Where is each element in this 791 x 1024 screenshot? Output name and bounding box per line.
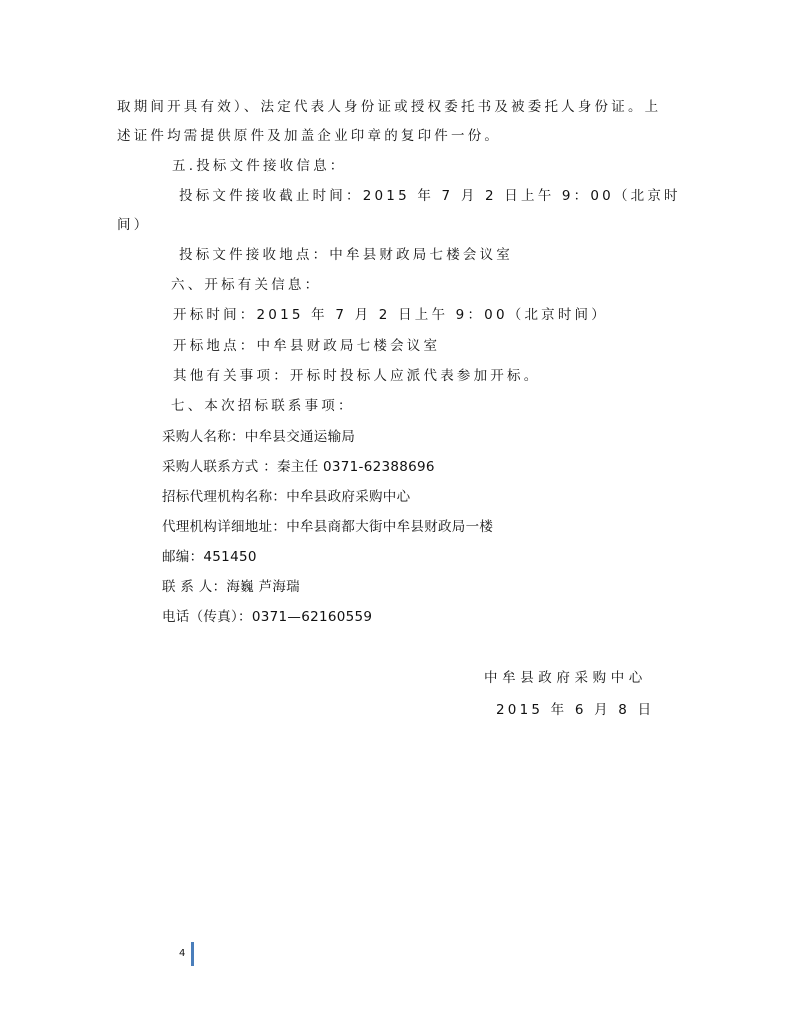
page-number-accent-bar <box>191 942 194 966</box>
signature-date: 2015 年 6 月 8 日 <box>496 702 655 718</box>
bid-deadline-line: 投标文件接收截止时间：2015 年 7 月 2 日上午 9：00（北京时 <box>179 188 681 204</box>
phone-fax-line: 电话（传真）：0371—62160559 <box>162 609 373 625</box>
section-six-heading: 六、开标有关信息： <box>171 277 322 293</box>
purchaser-name-line: 采购人名称：中牟县交通运输局 <box>162 429 356 445</box>
paragraph-line-1: 取期间开具有效）、法定代表人身份证或授权委托书及被委托人身份证。上 <box>117 99 662 115</box>
section-seven-heading: 七、本次招标联系事项： <box>171 398 355 414</box>
opening-time-line: 开标时间：2015 年 7 月 2 日上午 9：00（北京时间） <box>173 307 608 323</box>
agency-address-line: 代理机构详细地址：中牟县商都大街中牟县财政局一楼 <box>162 519 494 535</box>
postcode-line: 邮编：451450 <box>162 549 257 565</box>
bid-deadline-continuation: 间） <box>117 217 151 233</box>
section-five-heading: 五.投标文件接收信息： <box>172 158 347 174</box>
agency-name-line: 招标代理机构名称：中牟县政府采购中心 <box>162 489 411 505</box>
purchaser-contact-line: 采购人联系方式 ：秦主任 0371-62388696 <box>162 459 435 475</box>
other-matters-line: 其他有关事项：开标时投标人应派代表参加开标。 <box>173 368 541 384</box>
opening-location-line: 开标地点：中牟县财政局七楼会议室 <box>173 338 441 354</box>
signature-organization: 中牟县政府采购中心 <box>484 670 647 686</box>
page-number: 4 <box>179 948 186 959</box>
paragraph-line-2: 述证件均需提供原件及加盖企业印章的复印件一份。 <box>117 128 502 144</box>
bid-location-line: 投标文件接收地点：中牟县财政局七楼会议室 <box>179 247 513 263</box>
contact-person-line: 联 系 人：海巍 芦海瑞 <box>162 579 300 595</box>
